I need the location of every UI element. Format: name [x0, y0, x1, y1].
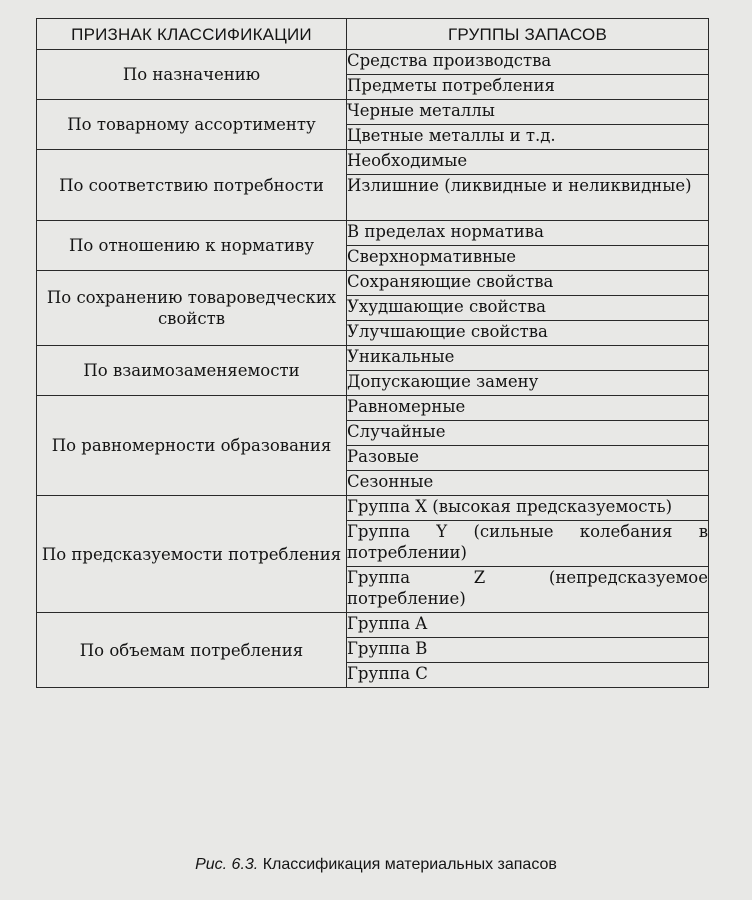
stock-group: Излишние (ликвидные и неликвидные) [347, 175, 709, 221]
stock-group: Равномерные [347, 396, 709, 421]
stock-group: Цветные металлы и т.д. [347, 125, 709, 150]
table-row [37, 346, 709, 371]
figure-title: Классификация материальных запасов [262, 856, 557, 873]
classification-feature: По назначению [37, 50, 347, 100]
table-row [37, 221, 709, 246]
classification-feature: По взаимозаменяемости [37, 346, 347, 396]
classification-table [36, 18, 709, 688]
stock-group: Группа A [347, 613, 709, 638]
stock-group: Разовые [347, 446, 709, 471]
figure-caption [0, 856, 752, 874]
table-row [37, 150, 709, 175]
stock-group: В пределах норматива [347, 221, 709, 246]
stock-group: Сверхнормативные [347, 246, 709, 271]
table-header-row [37, 19, 709, 50]
classification-feature: По равномерности образования [37, 396, 347, 496]
stock-group: Уникальные [347, 346, 709, 371]
table-row [37, 613, 709, 638]
classification-feature: По сохранению товароведческих свойств [37, 271, 347, 346]
stock-group: Группа X (высокая предсказуемость) [347, 496, 709, 521]
table-row [37, 271, 709, 296]
stock-group: Ухудшающие свойства [347, 296, 709, 321]
table-row [37, 396, 709, 421]
table-body [37, 50, 709, 688]
classification-feature: По предсказуемости потребления [37, 496, 347, 613]
header-feature: ПРИЗНАК КЛАССИФИКАЦИИ [37, 19, 347, 50]
stock-group: Улучшающие свойства [347, 321, 709, 346]
stock-group: Группа C [347, 663, 709, 688]
stock-group: Черные металлы [347, 100, 709, 125]
table-row [37, 50, 709, 75]
stock-group: Средства производства [347, 50, 709, 75]
classification-feature: По объемам потребления [37, 613, 347, 688]
stock-group: Необходимые [347, 150, 709, 175]
stock-group: Группа B [347, 638, 709, 663]
classification-feature: По товарному ассортименту [37, 100, 347, 150]
stock-group: Группа Z (непредсказуемое потребление) [347, 567, 709, 613]
header-groups: ГРУППЫ ЗАПАСОВ [347, 19, 709, 50]
classification-feature: По отношению к нормативу [37, 221, 347, 271]
stock-group: Сохраняющие свойства [347, 271, 709, 296]
table-row [37, 496, 709, 521]
classification-feature: По соответствию потребности [37, 150, 347, 221]
stock-group: Группа Y (сильные колебания в потреблении) [347, 521, 709, 567]
stock-group: Предметы потребления [347, 75, 709, 100]
stock-group: Сезонные [347, 471, 709, 496]
stock-group: Допускающие замену [347, 371, 709, 396]
stock-group: Случайные [347, 421, 709, 446]
figure-number: Рис. 6.3. [195, 856, 259, 873]
table-row [37, 100, 709, 125]
